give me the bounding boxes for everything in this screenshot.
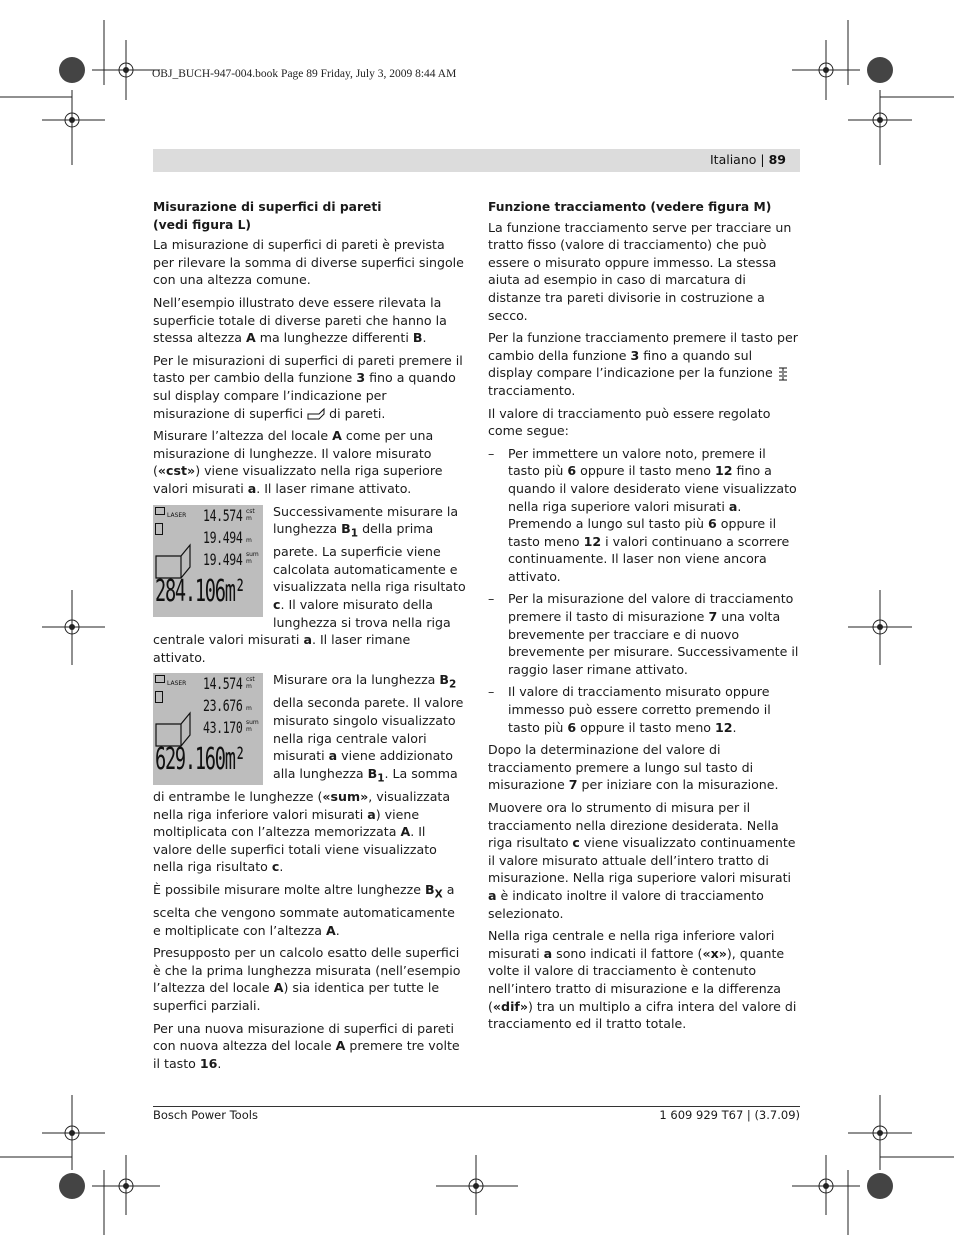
paragraph: Successivamente misurare la lunghezza $B_1$ della prima parete. La superficie viene calcolata automaticamente e visualizzata nella riga risultato c. Il valore misurato della lunghezza si trova nella riga centrale valori misurati a. Il laser rimane attivato. <box>153 503 466 665</box>
paragraph: Nell’esempio illustrato deve essere rilevata la superficie totale di diverse pareti che hanno la stessa altezza A ma lunghezze differenti B. <box>153 294 447 346</box>
paragraph: La misurazione di superfici di pareti è prevista per rilevare la somma di diverse superfici singole con una altezza comune. <box>153 237 464 288</box>
display-figure-1: LASER 14.574 cst m 19.494 m 19.494 sum m 284.106m² <box>153 505 263 617</box>
right-column <box>488 199 800 1038</box>
page-number: 89 <box>768 152 786 167</box>
paragraph: Per una nuova misurazione di superfici di pareti con nuova altezza del locale A premere tre volte il tasto 16. <box>153 1020 460 1071</box>
display-value-1: 14.574 <box>203 674 243 694</box>
display-value-1: 14.574 <box>203 505 243 525</box>
display-result: 629.160m² <box>155 742 245 778</box>
wall-area-icon <box>307 408 325 420</box>
section-heading-staking-out: Funzione tracciamento (vedere figura M) <box>488 200 772 214</box>
paragraph: Il valore di tracciamento può essere regolato come segue: <box>488 405 771 439</box>
footer-rule <box>153 1106 800 1107</box>
print-slug: OBJ_BUCH-947-004.book Page 89 Friday, July 3, 2009 8:44 AM <box>152 68 457 80</box>
paragraph: Misurare l’altezza del locale A come per una misurazione di lunghezze. Il valore misurato («cst») viene visualizzato nella riga superiore valori misurati a. Il laser rimane attivato. <box>153 428 443 496</box>
left-column <box>153 199 466 1077</box>
laser-icon <box>155 507 165 515</box>
display-value-3: 43.170 <box>203 718 243 738</box>
list-item: – Il valore di tracciamento misurato oppure immesso può essere corretto premendo il tasto più 6 oppure il tasto meno 12. <box>488 684 771 735</box>
paragraph: Presupposto per un calcolo esatto delle superfici è che la prima lunghezza misurata (nell’esempio l’altezza del locale A) sia identica per tutte le superfici parziali. <box>153 945 461 1013</box>
footer-publisher: Bosch Power Tools <box>153 1108 258 1122</box>
paragraph: Per la funzione tracciamento premere il tasto per cambio della funzione 3 fino a quando sul display compare l’indicazione per la funzione tracciamento. <box>488 330 798 398</box>
paragraph: Dopo la determinazione del valore di tracciamento premere a lungo sul tasto di misurazione 7 per iniziare con la misurazione. <box>488 742 779 793</box>
paragraph: Nella riga centrale e nella riga inferiore valori misurati a sono indicati il fattore («x»), quante volte il valore di tracciamento è contenuto nell’intero tratto di misurazione e la differenza («dif») tra un multiplo a cifra intera del valore di tracciamento ed il tratto totale. <box>488 928 797 1032</box>
paragraph: È possibile misurare molte altre lunghezze $B_X$ a scelta che vengono sommate automaticamente e moltiplicate con l’altezza A. <box>153 881 455 938</box>
display-value-2: 23.676 <box>203 696 243 716</box>
section-heading-wall-area: Misurazione di superfici di pareti (vedi figura L) <box>153 200 382 232</box>
header-language: Italiano <box>709 152 757 167</box>
wall-area-icon <box>155 537 191 579</box>
display-result: 284.106m² <box>155 573 245 609</box>
display-value-3: 19.494 <box>203 549 243 569</box>
display-figure-2: LASER 14.574 cst m 23.676 m 43.170 sum m 629.160m² <box>153 673 263 785</box>
laser-icon <box>155 675 165 683</box>
running-header: Italiano | 89 <box>153 149 800 172</box>
paragraph: Muovere ora lo strumento di misura per il tracciamento nella direzione desiderata. Nella riga risultato c viene visualizzato continuamente il valore misurato attuale dell’intero tratto di misurazione. Nella riga superiore valori misurati a è indicato inoltre il valore di tracciamento selezionato. <box>488 800 796 921</box>
paragraph: Misurare ora la lunghezza $B_2$ della seconda parete. Il valore misurato singolo visualizzato nella riga centrale valori misurati a viene addizionato alla lunghezza $B_1$. La somma di entrambe le lunghezze («sum», visualizzata nella riga inferiore valori misurati a) viene moltiplicata con l’altezza memorizzata A. Il valore delle superfici totali viene visualizzato nella riga risultato c. <box>153 672 464 875</box>
paragraph: La funzione tracciamento serve per tracciare un tratto fisso (valore di tracciamento) che può essere o misurato oppure immesso. La stessa aiuta ad esempio in caso di marcatura di distanze tra pareti divisorie in costruzione a secco. <box>488 219 792 323</box>
battery-icon <box>155 523 163 535</box>
list-item: – Per la misurazione del valore di tracciamento premere il tasto di misurazione 7 una volta brevemente per tracciare e di nuovo brevemente per misurare. Successivamente il raggio laser rimane attivato. <box>488 591 799 677</box>
wall-area-icon <box>155 705 191 747</box>
footer-doc-number: 1 609 929 T67 | (3.7.09) <box>659 1108 800 1122</box>
display-value-2: 19.494 <box>203 527 243 547</box>
list-item: – Per immettere un valore noto, premere il tasto più 6 oppure il tasto meno 12 fino a quando il valore desiderato viene visualizzato nella riga superiore valori misurati a. Premendo a lungo sul tasto più 6 oppure il tasto meno 12 i valori continuano a scorrere continuamente. Il laser non viene ancora attivato. <box>488 445 797 584</box>
staking-out-icon <box>777 367 789 381</box>
paragraph: Per le misurazioni di superfici di pareti premere il tasto per cambio della funzione 3 fino a quando sul display compare l’indicazione per misurazione di superfici di pareti. <box>153 352 463 421</box>
battery-icon <box>155 691 163 703</box>
